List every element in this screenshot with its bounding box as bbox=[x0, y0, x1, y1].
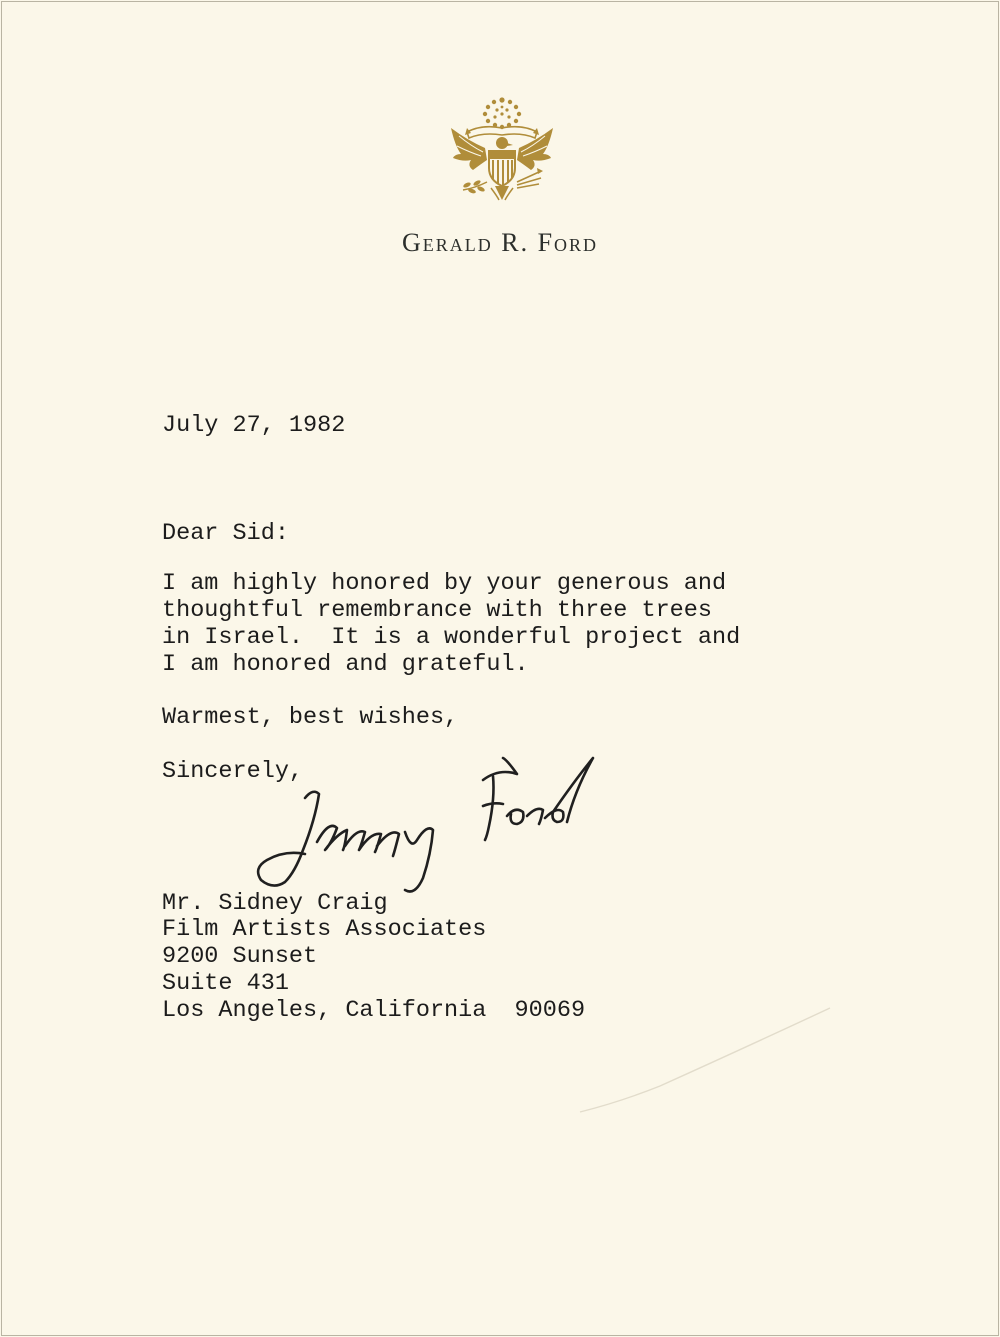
seal-olive-branch bbox=[463, 179, 487, 194]
recipient-city: Los Angeles, California 90069 bbox=[162, 997, 586, 1024]
letterhead-name: Gerald R. Ford bbox=[401, 228, 599, 257]
closing: Sincerely, bbox=[162, 758, 304, 785]
recipient-suite: Suite 431 bbox=[162, 970, 289, 997]
recipient-street: 9200 Sunset bbox=[162, 943, 318, 970]
letter-salutation: Dear Sid: bbox=[162, 520, 289, 547]
seal-arrows bbox=[517, 172, 541, 188]
signature bbox=[245, 750, 615, 900]
paper-scuff bbox=[560, 1000, 860, 1120]
recipient-name: Mr. Sidney Craig bbox=[162, 890, 388, 917]
seal-eagle-head bbox=[496, 137, 508, 149]
closing-wishes: Warmest, best wishes, bbox=[162, 704, 459, 731]
body-line: I am honored and grateful. bbox=[162, 651, 529, 678]
body-line: thoughtful remembrance with three trees bbox=[162, 597, 712, 624]
presidential-seal-icon bbox=[437, 88, 567, 212]
recipient-company: Film Artists Associates bbox=[162, 916, 487, 943]
seal-scroll bbox=[467, 127, 537, 138]
letter-date: July 27, 1982 bbox=[162, 412, 346, 439]
body-line: in Israel. It is a wonderful project and bbox=[162, 624, 741, 651]
seal-starburst bbox=[483, 97, 521, 129]
body-line: I am highly honored by your generous and bbox=[162, 570, 727, 597]
